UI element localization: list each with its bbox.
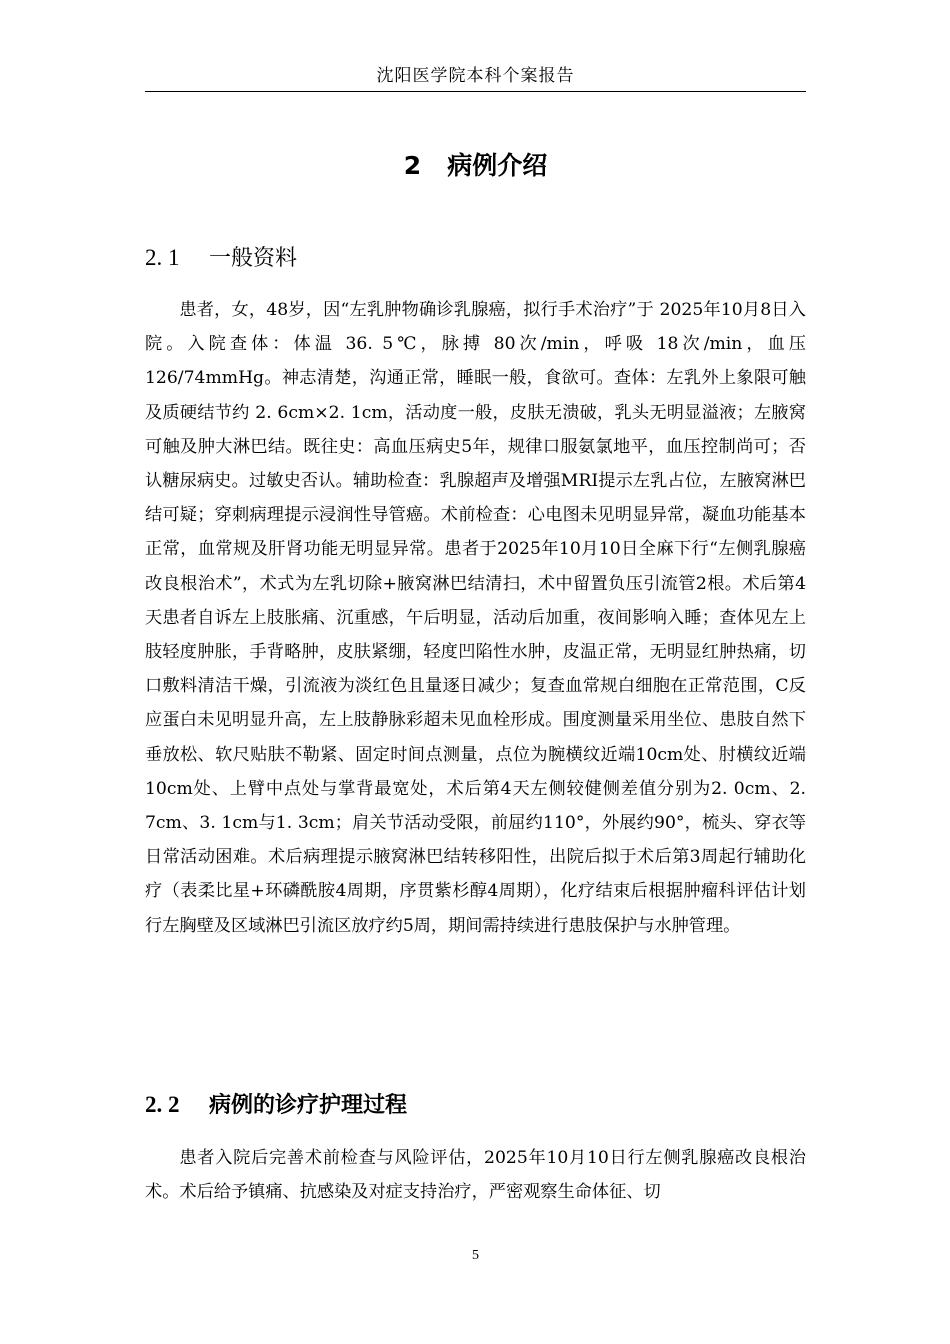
page-number: 5 [472, 1248, 479, 1263]
chapter-number: 2 [403, 151, 422, 180]
running-header: 沈阳医学院本科个案报告 [376, 66, 575, 86]
section-number: 2. 2 [145, 1092, 180, 1117]
section-title: 一般资料 [209, 246, 298, 271]
header-rule [145, 91, 806, 92]
chapter-title [145, 146, 806, 186]
general-info-paragraph: 患者，女，48岁，因“左乳肿物确诊乳腺癌，拟行手术治疗”于 2025年10月8日入院。入院查体：体温 36. 5℃，脉搏 80次/min，呼吸 18次/min，血压 126/74mmHg。神志清楚，沟通正常，睡眠一般，食欲可。查体：左乳外上象限可触及质硬结节约 2. 6cm×2. 1cm，活动度一般，皮肤无溃破，乳头无明显溢液；左腋窝可触及肿大淋巴结。既往史：高血压病史5年，规律口服氨氯地平，血压控制尚可；否认糖尿病史。过敏史否认。辅助检查：乳腺超声及增强MRI提示左乳占位，左腋窝淋巴结可疑；穿刺病理提示浸润性导管癌。术前检查：心电图未见明显异常，凝血功能基本正常，血常规及肝肾功能无明显异常。患者于2025年10月10日全麻下行“左侧乳腺癌改良根治术”，术式为左乳切除+腋窝淋巴结清扫，术中留置负压引流管2根。术后第4天患者自诉左上肢胀痛、沉重感，午后明显，活动后加重，夜间影响入睡；查体见左上肢轻度肿胀，手背略肿，皮肤紧绷，轻度凹陷性水肿，皮温正常，无明显红肿热痛，切口敷料清洁干燥，引流液为淡红色且量逐日减少；复查血常规白细胞在正常范围，C反应蛋白未见明显升高，左上肢静脉彩超未见血栓形成。围度测量采用坐位、患肢自然下垂放松、软尺贴肤不勒紧、固定时间点测量，点位为腕横纹近端10cm处、肘横纹近端10cm处、上臂中点处与掌背最宽处，术后第4天左侧较健侧差值分别为2. 0cm、2. 7cm、3. 1cm与1. 3cm；肩关节活动受限，前屈约110°，外展约90°，梳头、穿衣等日常活动困难。术后病理提示腋窝淋巴结转移阳性，出院后拟于术后第3周起行辅助化疗（表柔比星+环磷酰胺4周期，序贯紫杉醇4周期），化疗结束后根据肿瘤科评估计划行左胸壁及区域淋巴引流区放疗约5周，期间需持续进行患肢保护与水肿管理。 [145, 300, 806, 936]
section-heading-general-info [145, 242, 806, 275]
chapter-title-text: 病例介绍 [447, 151, 548, 180]
section-number: 2. 1 [145, 245, 180, 270]
section-heading-treatment-process [145, 1089, 806, 1122]
section-title: 病例的诊疗护理过程 [209, 1093, 408, 1118]
treatment-process-paragraph: 患者入院后完善术前检查与风险评估，2025年10月10日行左侧乳腺癌改良根治术。术后给予镇痛、抗感染及对症支持治疗，严密观察生命体征、切 [145, 1148, 806, 1203]
